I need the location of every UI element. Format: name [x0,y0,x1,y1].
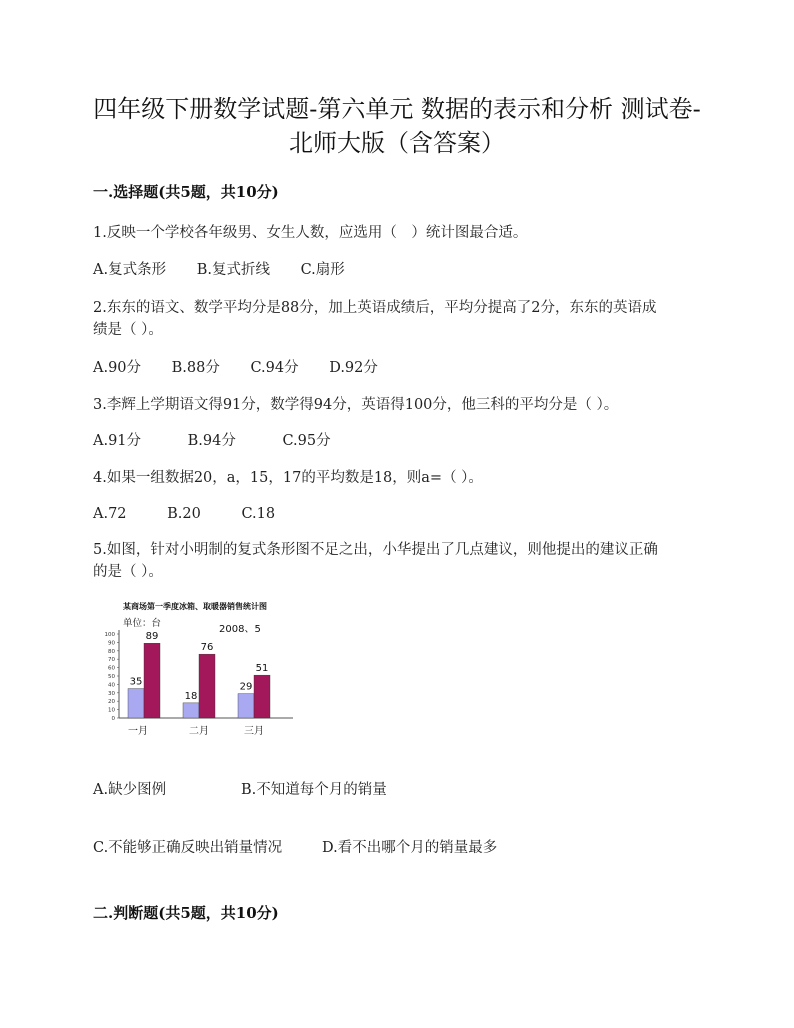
bar-value-label: 29 [239,681,253,693]
x-category-label: 二月 [189,726,209,737]
option-a: A.缺少图例 [93,782,167,798]
y-tick-label: 40 [108,682,115,689]
option-a: A.90分 [93,360,142,376]
chart-date-label: 2008、5 [219,624,261,635]
title-line-1: 四年级下册数学试题-第六单元 数据的表示和分析 测试卷- [93,95,701,123]
question-2-line-1: 2.东东的语文、数学平均分是88分，加上英语成绩后，平均分提高了2分，东东的英语成 [93,300,657,316]
section-heading-judgement: 二.判断题(共5题，共10分) [93,904,279,922]
chart-title: 某商场第一季度冰箱、取暖器销售统计图 [123,602,267,611]
question-4-options [93,503,301,525]
question-5-line-2: 的是（ ）。 [93,564,163,580]
y-tick-label: 70 [108,657,115,664]
option-d: D.看不出哪个月的销量最多 [322,840,498,856]
option-c: C.94分 [250,360,299,376]
x-category-label: 三月 [244,726,264,737]
option-d: D.92分 [329,360,378,376]
title-line-2: 北师大版（含答案） [289,129,505,157]
question-3-options [93,430,357,452]
option-a: A.复式条形 [93,262,167,278]
page-title [60,92,734,160]
y-tick-label: 20 [108,699,115,706]
question-5-options-row-2 [93,837,497,859]
bar-value-label: 89 [145,631,159,643]
bar [183,703,199,718]
question-3: 3.李辉上学期语文得91分，数学得94分，英语得100分，他三科的平均分是（ ）。 [93,397,619,413]
y-tick-label: 0 [111,716,115,722]
bar-value-label: 18 [184,690,198,702]
bar-value-label: 51 [255,663,269,675]
bar [199,654,215,718]
question-1: 1.反映一个学校各年级男、女生人数，应选用（ ）统计图最合适。 [93,225,528,241]
bar-value-label: 35 [129,676,143,688]
question-1-options [93,259,371,281]
option-b: B.不知道每个月的销量 [241,782,387,798]
option-a: A.72 [93,506,127,522]
option-c: C.扇形 [300,262,345,278]
bar [238,694,254,718]
option-b: B.20 [167,506,201,522]
bar [128,689,144,718]
question-2-options [93,357,404,379]
option-c: C.95分 [282,433,331,449]
y-tick-label: 30 [108,690,115,697]
bar-chart-svg [93,598,308,743]
question-5-options-row-1 [93,779,387,801]
y-tick-label: 50 [108,674,115,680]
y-tick-label: 60 [108,665,115,672]
y-tick-label: 90 [108,640,115,647]
question-2-line-2: 绩是（ ）。 [93,322,163,338]
bar [254,675,270,718]
option-b: B.88分 [171,360,220,376]
option-b: B.94分 [187,433,236,449]
bar-chart [93,598,308,743]
bar [144,643,160,718]
question-4: 4.如果一组数据20，a，15，17的平均数是18，则a=（ ）。 [93,470,483,486]
section-heading-choice: 一.选择题(共5题，共10分) [93,183,279,201]
chart-unit-label: 单位：台 [123,618,162,629]
option-b: B.复式折线 [196,262,270,278]
y-tick-label: 100 [104,632,115,638]
bar-value-label: 76 [200,642,214,654]
option-a: A.91分 [93,433,142,449]
y-tick-label: 80 [108,648,115,655]
question-5-line-1: 5.如图，针对小明制的复式条形图不足之出，小华提出了几点建议，则他提出的建议正确 [93,542,658,558]
option-c: C.不能够正确反映出销量情况 [93,840,283,856]
y-tick-label: 10 [108,707,115,714]
x-category-label: 一月 [128,726,148,737]
option-c: C.18 [241,506,276,522]
